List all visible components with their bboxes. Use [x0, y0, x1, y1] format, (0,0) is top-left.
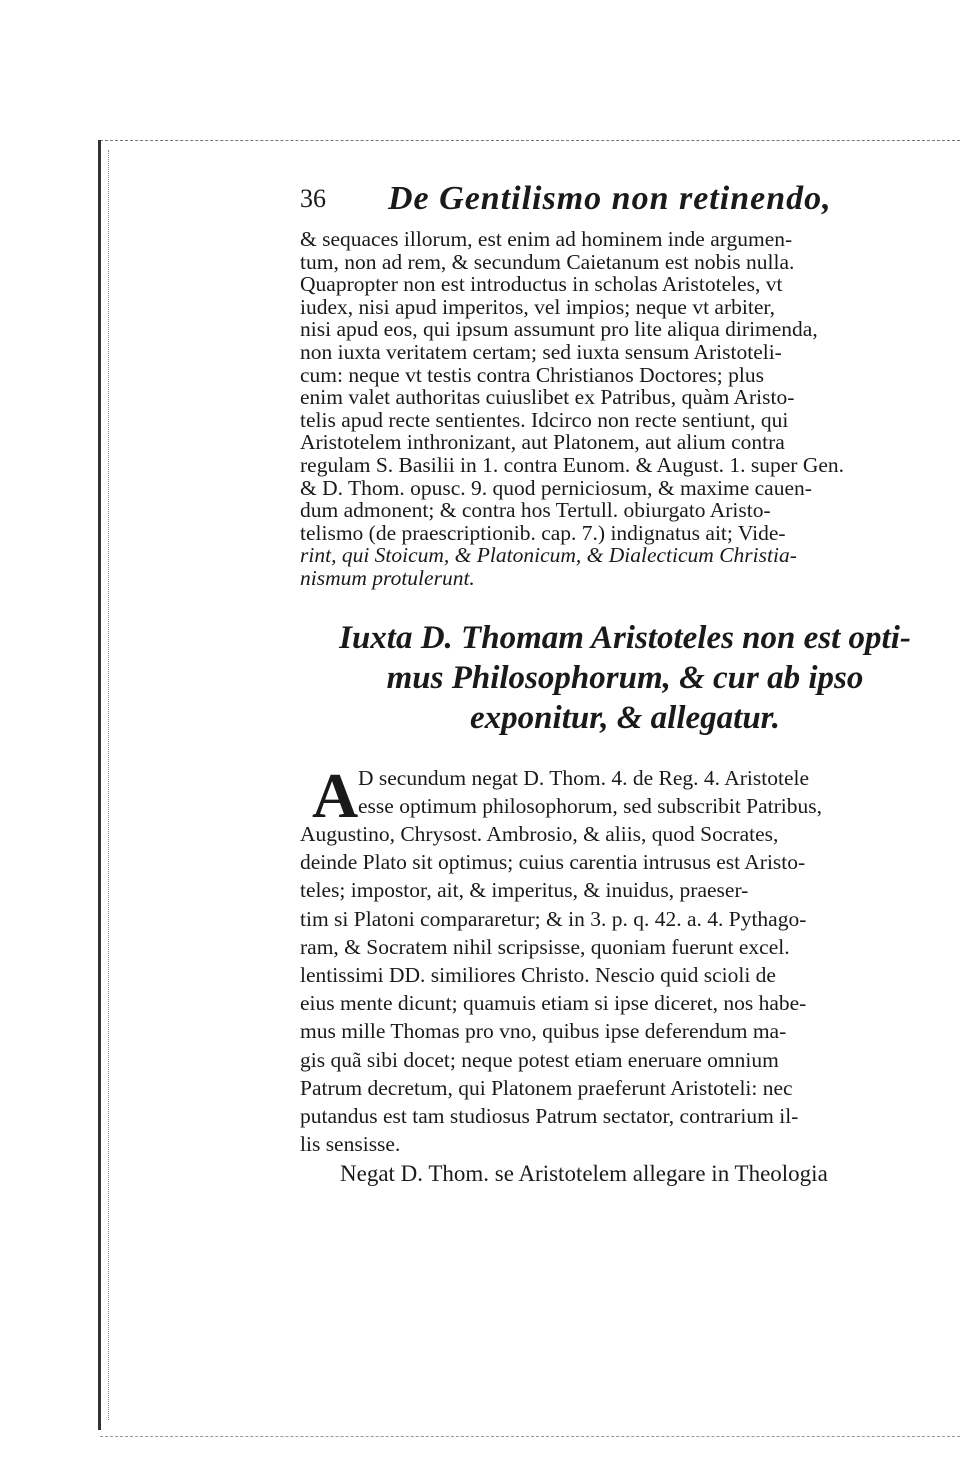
text-line: rint, qui Stoicum, & Platonicum, & Dialecticum Christia-: [300, 543, 797, 568]
text-line: nismum protulerunt.: [300, 565, 475, 590]
heading-line: mus Philosophorum, & cur ab ipso: [386, 659, 864, 696]
section-heading: [300, 618, 950, 738]
text-line: telismo (de praescriptionib. cap. 7.) indignatus ait; Vide-: [300, 520, 786, 545]
text-line: iudex, nisi apud imperitos, vel impios; neque vt arbiter,: [300, 294, 776, 319]
text-line: telis apud recte sentientes. Idcirco non recte sentiunt, qui: [300, 407, 789, 432]
running-title: De Gentilismo non retinendo,: [388, 180, 832, 217]
paragraph-2: [300, 759, 950, 1189]
text-line: mus mille Thomas pro vno, quibus ipse deferendum ma-: [300, 1019, 787, 1044]
text-line: Patrum decretum, qui Platonem praeferunt Aristoteli: nec: [300, 1075, 793, 1100]
text-line: lentissimi DD. similiores Christo. Nescio quid scioli de: [300, 962, 776, 987]
text-line: deinde Plato sit optimus; cuius carentia intrusus est Aristo-: [300, 850, 806, 875]
text-line: tum, non ad rem, & secundum Caietanum est nobis nulla.: [300, 249, 795, 274]
text-line: esse optimum philosophorum, sed subscribit Patribus,: [358, 793, 823, 818]
text-line: & D. Thom. opusc. 9. quod perniciosum, & maxime cauen-: [300, 475, 812, 500]
text-line-next-paragraph: Negat D. Thom. se Aristotelem allegare in Theologia: [340, 1161, 828, 1187]
text-line: cum: neque vt testis contra Christianos Doctores; plus: [300, 362, 764, 387]
text-line: & sequaces illorum, est enim ad hominem inde argumen-: [300, 227, 793, 251]
book-page: [300, 180, 950, 1189]
text-line: eius mente dicunt; quamuis etiam si ipse diceret, nos habe-: [300, 991, 807, 1016]
running-head: [300, 180, 950, 228]
text-line: dum admonent; & contra hos Tertull. obiurgato Aristo-: [300, 498, 771, 523]
scan-binding-edge: [98, 140, 101, 1430]
scan-edge-top: [100, 140, 960, 141]
heading-line: Iuxta D. Thomam Aristoteles non est opti-: [339, 619, 911, 656]
heading-line: exponitur, & allegatur.: [470, 699, 780, 736]
scan-edge-bottom: [100, 1436, 960, 1437]
paragraph-1: [300, 228, 950, 590]
text-line: tim si Platoni compararetur; & in 3. p. q. 42. a. 4. Pythago-: [300, 906, 807, 931]
text-line: enim valet authoritas cuiuslibet ex Patribus, quàm Aristo-: [300, 385, 795, 410]
text-line: non iuxta veritatem certam; sed iuxta sensum Aristoteli-: [300, 339, 782, 364]
text-line: ram, & Socratem nihil scripsisse, quoniam fuerunt excel.: [300, 934, 790, 959]
page-number: 36: [300, 184, 326, 213]
text-line: Quapropter non est introductus in scholas Aristoteles, vt: [300, 272, 783, 297]
text-line: Augustino, Chrysost. Ambrosio, & aliis, quod Socrates,: [300, 821, 779, 846]
text-line: teles; impostor, ait, & imperitus, & inuidus, praeser-: [300, 878, 749, 903]
text-line: Aristotelem inthronizant, aut Platonem, aut alium contra: [300, 430, 785, 455]
drop-cap: A: [312, 759, 359, 831]
text-line: nisi apud eos, qui ipsum assumunt pro lite aliqua dirimenda,: [300, 317, 818, 342]
text-line: lis sensisse.: [300, 1132, 401, 1157]
scan-binding-edge-inner: [108, 150, 109, 1420]
text-line: D secundum negat D. Thom. 4. de Reg. 4. Aristotele: [358, 765, 810, 790]
text-line: regulam S. Basilii in 1. contra Eunom. & August. 1. super Gen.: [300, 452, 845, 477]
text-line: putandus est tam studiosus Patrum sectator, contrarium il-: [300, 1103, 799, 1128]
text-line: gis quã sibi docet; neque potest etiam eneruare omnium: [300, 1047, 779, 1072]
